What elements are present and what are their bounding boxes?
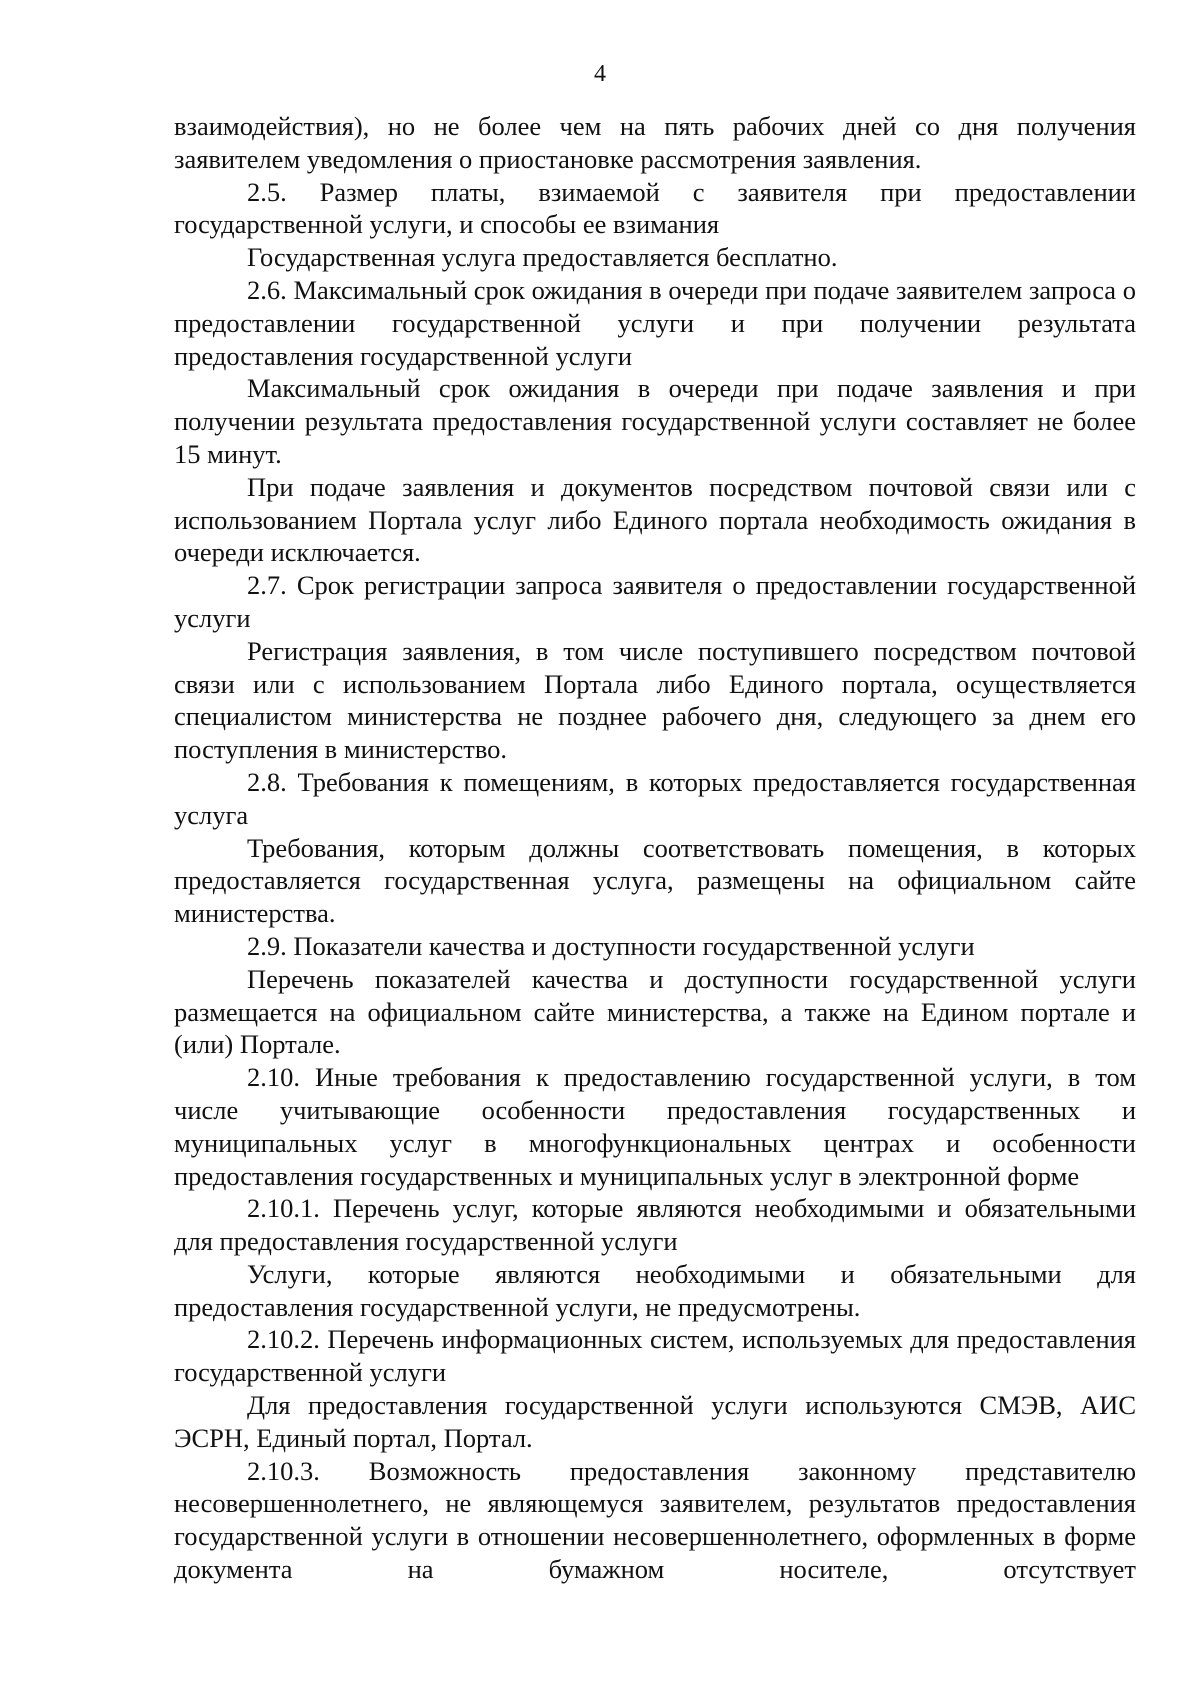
page-number: 4 <box>594 61 606 87</box>
section-heading-2-7: 2.7. Срок регистрации запроса заявителя о предоставлении государственной услуги <box>174 570 1136 633</box>
paragraph: Для предоставления государственной услуги используются СМЭВ, АИС ЭСРН, Единый портал, Портал. <box>174 1390 1136 1453</box>
paragraph: Регистрация заявления, в том числе поступившего посредством почтовой связи или с использованием Портала либо Единого портала, осуществляется специалистом министерства не позднее рабочего дня, следующего за днем его поступления в министерство. <box>174 635 1136 765</box>
section-heading-2-10-3: 2.10.3. Возможность предоставления законному представителю несовершеннолетнего, не являющемуся заявителем, результатов предоставления государственной услуги в отношении несовершеннолетнего, оформленных в форме документа на бумажном носителе, отсутствует <box>174 1455 1136 1585</box>
paragraph: Услуги, которые являются необходимыми и обязательными для предоставления государственной услуги, не предусмотрены. <box>174 1258 1136 1322</box>
paragraph: Перечень показателей качества и доступности государственной услуги размещается на официальном сайте министерства, а также на Едином портале и (или) Портале. <box>174 963 1136 1060</box>
paragraph-continuation: взаимодействия), но не более чем на пять рабочих дней со дня получения заявителем уведомления о приостановке рассмотрения заявления. <box>174 111 1136 174</box>
section-heading-2-8: 2.8. Требования к помещениям, в которых предоставляется государственная услуга <box>174 766 1136 830</box>
section-heading-2-10-2: 2.10.2. Перечень информационных систем, используемых для предоставления государственной услуги <box>174 1324 1136 1388</box>
paragraph: Максимальный срок ожидания в очереди при подаче заявления и при получении результата предоставления государственной услуги составляет не более 15 минут. <box>174 373 1136 469</box>
paragraph: Требования, которым должны соответствовать помещения, в которых предоставляется государственная услуга, размещены на официальном сайте министерства. <box>174 832 1136 929</box>
section-heading-2-10: 2.10. Иные требования к предоставлению государственной услуги, в том числе учитывающие особенности предоставления государственных и муниципальных услуг в многофункциональных центрах и особенности предоставления государственных и муниципальных услуг в электронной форме <box>174 1062 1136 1191</box>
section-heading-2-6: 2.6. Максимальный срок ожидания в очереди при подаче заявителем запроса о предоставлении государственной услуги и при получении результата предоставления государственной услуги <box>174 274 1136 371</box>
section-heading-2-5: 2.5. Размер платы, взимаемой с заявителя при предоставлении государственной услуги, и способы ее взимания <box>174 176 1136 240</box>
document-body <box>174 110 1136 1586</box>
section-heading-2-10-1: 2.10.1. Перечень услуг, которые являются необходимыми и обязательными для предоставления государственной услуги <box>174 1193 1136 1257</box>
paragraph: При подаче заявления и документов посредством почтовой связи или с использованием Портала услуг либо Единого портала необходимость ожидания в очереди исключается. <box>174 471 1136 568</box>
section-heading-2-9: 2.9. Показатели качества и доступности государственной услуги <box>247 930 975 961</box>
paragraph: Государственная услуга предоставляется бесплатно. <box>247 242 838 273</box>
